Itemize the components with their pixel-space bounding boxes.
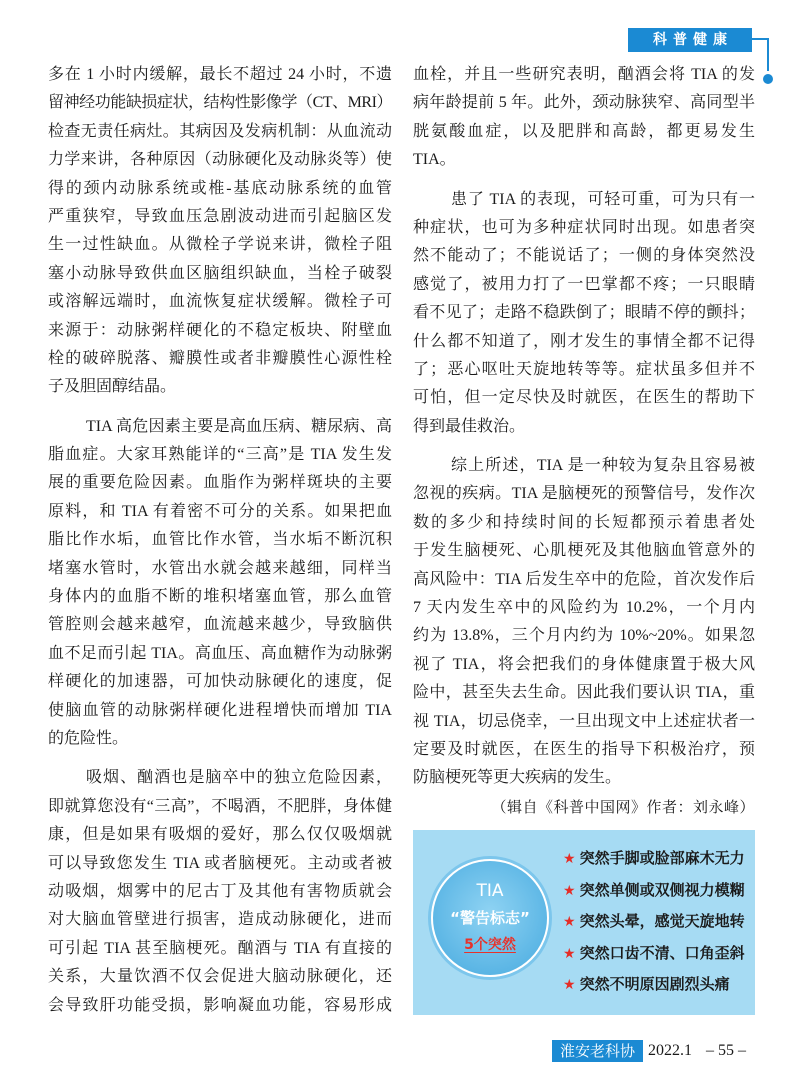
text-line: 得的颈内动脉系统或椎-基底动脉系统的血管 — [48, 179, 392, 197]
star-icon — [563, 912, 580, 930]
paragraph — [48, 413, 392, 754]
right-column — [413, 61, 755, 821]
warning-text: 突然口齿不清、口角歪斜 — [579, 943, 745, 962]
text-line: 或溶解远端时，血流恢复症状缓解。微栓子可 — [48, 293, 392, 311]
text-line: 力学来讲，各种原因（动脉硬化及动脉炎等）使 — [48, 151, 392, 169]
text-line: 管腔则会越来越窄，血流越来越少，导致脑供 — [48, 616, 392, 634]
text-line: 防脑梗死等更大疾病的发生。 — [413, 769, 622, 787]
text-line: 展的重要危险因素。血脂作为粥样斑块的主要 — [48, 474, 392, 492]
text-line: 身体内的血脂不断的堆积堵塞血管，那么血管 — [48, 588, 392, 606]
text-line: 关系，大量饮酒不仅会促进大脑动脉硬化，还 — [48, 968, 392, 986]
text-line: 即就算您没有“三高”，不喝酒，不肥胖，身体健 — [48, 797, 392, 815]
page-footer — [552, 1040, 746, 1062]
footer-publisher: 淮安老科协 — [552, 1040, 643, 1062]
text-line: 然不能动了；不能说话了；一侧的身体突然没 — [413, 247, 755, 265]
star-icon — [563, 975, 580, 993]
page-number: – 55 – — [706, 1042, 747, 1059]
text-line: 脂比作水垢，血管比作水管，当水垢不断沉积 — [48, 531, 392, 549]
text-line: 检查无责任病灶。其病因及发病机制：从血流动 — [48, 122, 392, 140]
text-line: 可引起 TIA 甚至脑梗死。酗酒与 TIA 有直接的 — [48, 939, 392, 957]
text-line: 视了 TIA，将会把我们的身体健康置于极大风 — [413, 655, 755, 673]
text-line: 患了 TIA 的表现，可轻可重，可为只有一 — [451, 190, 755, 208]
emblem-highlight: 5个突然 — [464, 936, 516, 953]
warning-text: 突然不明原因剧烈头痛 — [579, 975, 730, 993]
text-line: 视 TIA，切忌侥幸，一旦出现文中上述症状者一 — [413, 712, 755, 730]
text-line: 多在 1 小时内缓解，最长不超过 24 小时，不遗 — [48, 66, 392, 83]
text-line: 看不见了；走路不稳跌倒了；眼睛不停的颤抖； — [413, 304, 755, 322]
text-line: 原料，和 TIA 有着密不可分的关系。如果把血 — [48, 502, 392, 520]
section-tab: 科普健康 — [628, 28, 752, 52]
text-line: 栓的破碎脱落、瓣膜性或者非瓣膜性心源性栓 — [48, 349, 392, 367]
warning-text: 突然手脚或脸部麻木无力 — [579, 849, 745, 867]
text-line: 堵塞水管时，水管出水就会越来越细，同样当 — [48, 559, 392, 577]
text-line: 感觉了，被用力打了一巴掌都不疼；一只眼睛 — [413, 275, 755, 293]
text-line: 什么都不知道了，刚才发生的事情全都不记得 — [413, 332, 755, 350]
text-line: 胱氨酸血症，以及肥胖和高龄，都更易发生 — [413, 122, 755, 140]
text-line: 会导致肝功能受损，影响凝血功能，容易形成 — [48, 996, 392, 1014]
warning-text: 突然头晕，感觉天旋地转 — [579, 912, 745, 930]
paragraph — [413, 186, 755, 442]
text-line: 生一过性缺血。从微栓子学说来讲，微栓子阻 — [48, 236, 392, 254]
warning-list-item — [563, 906, 745, 938]
text-line: 脂血症。大家耳熟能详的“三高”是 TIA 发生发 — [48, 446, 392, 464]
emblem-subtitle: “警告标志” — [450, 908, 530, 927]
text-line: 可以导致您发生 TIA 或者脑梗死。主动或者被 — [48, 854, 392, 872]
text-line: 对大脑血管壁进行损害，造成动脉硬化，进而 — [48, 911, 392, 929]
star-icon — [563, 849, 580, 867]
text-line: 于发生脑梗死、心肌梗死及其他脑血管意外的 — [413, 542, 755, 560]
text-line: 忽视的疾病。TIA 是脑梗死的预警信号，发作次 — [413, 485, 755, 503]
text-line: 病年龄提前 5 年。此外，颈动脉狭窄、高同型半 — [413, 94, 755, 112]
text-line: 血栓，并且一些研究表明，酗酒会将 TIA 的发 — [413, 66, 755, 83]
text-line: 数的多少和持续时间的长短都预示着患者处 — [413, 513, 755, 531]
text-line: 7 天内发生卒中的风险约为 10.2%，一个月内 — [413, 599, 755, 617]
paragraph — [413, 61, 755, 175]
text-line: 高风险中：TIA 后发生卒中的危险，首次发作后 — [413, 570, 755, 588]
emblem-title: TIA — [476, 880, 504, 901]
warning-list-item — [563, 969, 745, 1001]
text-line: 险中，甚至失去生命。因此我们要认识 TIA，重 — [413, 684, 755, 702]
paragraph — [48, 764, 392, 1020]
text-line: 子及胆固醇结晶。 — [48, 378, 177, 396]
warning-emblem — [431, 859, 549, 977]
warning-list-item — [563, 938, 745, 970]
text-line: 的危险性。 — [48, 729, 129, 747]
article-attribution: （辑自《科普中国网》作者：刘永峰） — [491, 797, 755, 816]
star-icon — [563, 881, 580, 899]
text-line: 吸烟、酗酒也是脑卒中的独立危险因素， — [86, 769, 392, 787]
paragraph — [413, 452, 755, 793]
text-line: 约为 13.8%，三个月内约为 10%~20%。如果忽 — [413, 627, 755, 645]
text-line: 种症状，也可为多种症状同时出现。如患者突 — [413, 218, 755, 236]
text-line: 定要及时就医，在医生的指导下积极治疗，预 — [413, 740, 755, 758]
text-line: 康，但是如果有吸烟的爱好，那么仅仅吸烟就 — [48, 826, 392, 844]
text-line: 塞小动脉导致供血区脑组织缺血，当栓子破裂 — [48, 264, 392, 282]
text-line: 血不足而引起 TIA。高血压、高血糖作为动脉粥 — [48, 644, 392, 662]
text-line: 综上所述，TIA 是一种较为复杂且容易被 — [451, 457, 755, 475]
text-line: 严重狭窄，导致血压急剧波动进而引起脑区发 — [48, 207, 392, 225]
text-line: 得到最佳救治。 — [413, 417, 526, 435]
text-line: 来源于：动脉粥样硬化的不稳定板块、附壁血 — [48, 321, 392, 339]
tia-warning-box — [413, 830, 755, 1015]
text-line: TIA 高危因素主要是高血压病、糖尿病、高 — [86, 417, 392, 435]
text-line: 可怕，但一定尽快及时就医，在医生的帮助下 — [413, 389, 755, 407]
text-line: 动吸烟，烟雾中的尼古丁及其他有害物质就会 — [48, 882, 392, 900]
text-line: TIA。 — [413, 151, 456, 169]
warning-list — [563, 843, 745, 1001]
paragraph — [48, 61, 392, 402]
warning-text: 突然单侧或双侧视力模糊 — [579, 880, 745, 899]
star-icon — [563, 944, 580, 962]
text-line: 留神经功能缺损症状，结构性影像学（CT、MRI） — [48, 94, 392, 112]
text-line: 使脑血管的动脉粥样硬化进程增快而增加 TIA — [48, 701, 392, 719]
warning-list-item — [563, 875, 745, 907]
warning-list-item — [563, 843, 745, 875]
footer-issue: 2022.1 — [648, 1042, 693, 1059]
left-column — [48, 61, 392, 1020]
text-line: 了；恶心呕吐天旋地转等等。症状虽多但并不 — [413, 360, 755, 378]
text-line: 样硬化的加速器，可加快动脉硬化的速度，促 — [48, 673, 392, 691]
